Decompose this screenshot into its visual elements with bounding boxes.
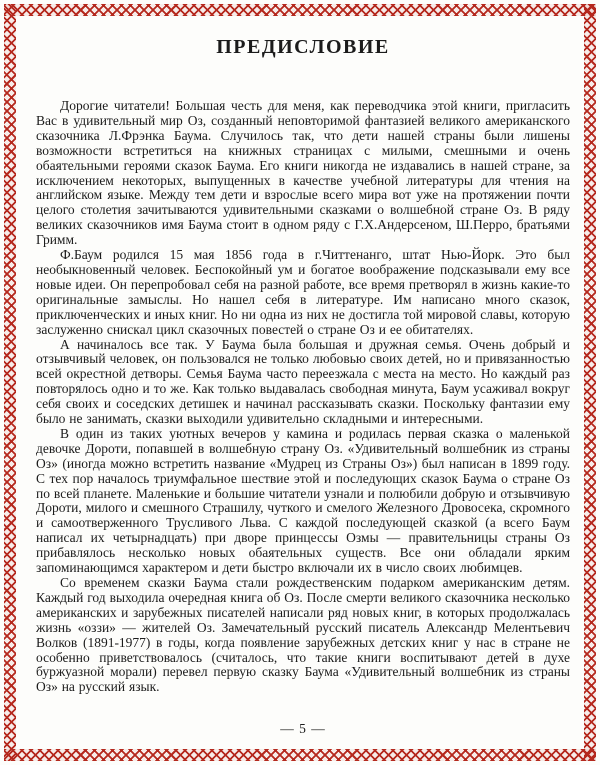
ornamental-border-right [584, 4, 596, 761]
preface-paragraph-4: В один из таких уютных вечеров у камина и родилась первая сказка о маленькой девочке Дороти, попавшей в волшебную страну Оз. «Удивительный волшебник из страны Оз» (иногда можно встретить название «Мудрец из Страны Оз») был написан в 1899 году. С тех пор началось триумфальное шествие этой и последующих сказок Баума о стране Оз по всей планете. Маленькие и большие читатели узнали и полюбили добрую и отзывчивую Дороти, милого и смешного Страшилу, чуткого и смелого Железного Дровосека, скромного и самоотверженного Трусливого Льва. С каждой последующей сказкой (а всего Баум написал их четырнадцать) при дворе принцессы Озмы — правительницы страны Оз прибавлялось несколько новых обаятельных существ. Все они обладали ярким запоминающимся характером и дети быстро включали их в число своих любимцев. [36, 425, 570, 576]
preface-paragraph-5: Со временем сказки Баума стали рождественским подарком американским детям. Каждый год выходила очередная книга об Оз. После смерти великого сказочника несколько американских и зарубежных писателей написали ряд новых книг, в которых продолжалась жизнь «оззи» — жителей Оз. Замечательный русский писатель Александр Мелентьевич Волков (1891-1977) в годы, когда появление зарубежных детских книг у нас в стране не особенно приветствовалось (считалось, что такие книги воспитывают детей в духе буржуазной морали) перевел первую сказку Баума «Удивительный волшебник из страны Оз» на русский язык. [36, 575, 570, 695]
page-content [36, 30, 570, 737]
page-number: — 5 — [280, 721, 326, 737]
page-title: ПРЕДИСЛОВИЕ [216, 36, 390, 58]
ornamental-border-left [4, 4, 16, 761]
preface-paragraph-2: Ф.Баум родился 15 мая 1856 года в г.Читтенанго, штат Нью-Йорк. Это был необыкновенный человек. Беспокойный ум и богатое воображение подсказывали ему все новые идеи. Он перепробовал себя на разной работе, все время претворял в жизнь какие-то оригинальные замыслы. Но нашел себя в литературе. Им написано много сказок, приключенческих и иных книг. Но ни одна из них не достигла той мировой славы, которую заслуженно снискал цикл сказочных повестей о стране Оз и ее обитателях. [36, 247, 570, 337]
ornamental-border-bottom [4, 749, 596, 761]
preface-paragraph-1: Дорогие читатели! Большая честь для меня, как переводчика этой книги, пригласить Вас в удивительный мир Оз, созданный неповторимой фантазией великого американского сказочника Л.Фрэнка Баума. Случилось так, что дети нашей страны были лишены возможности встретиться на книжных страницах с милыми, смешными и очень обаятельными героями сказок Баума. Его книги никогда не издавались в нашей стране, за исключением некоторых, выпущенных в качестве учебной литературы для чтения на английском языке. Между тем дети и взрослые всего мира вот уже на протяжении почти целого столетия зачитываются удивительными сказками о волшебной стране Оз. В ряду великих сказочников имя Баума стоит в одном ряду с Г.Х.Андерсеном, Ш.Перро, братьями Гримм. [36, 98, 570, 248]
preface-text [36, 99, 570, 695]
preface-paragraph-3: А начиналось все так. У Баума была большая и дружная семья. Очень добрый и отзывчивый человек, он пользовался не только любовью своих детей, но и привязанностью всей окрестной детворы. Семья Баума часто переезжала с места на место. Но каждый раз повторялось одно и то же. Как только выдавалась свободная минута, Баум усаживал вокруг себя своих и соседских детишек и начинал рассказывать сказки. Поскольку фантазии ему было не занимать, сказки выходили удивительно складными и интересными. [36, 336, 570, 427]
ornamental-border-top [4, 4, 596, 16]
